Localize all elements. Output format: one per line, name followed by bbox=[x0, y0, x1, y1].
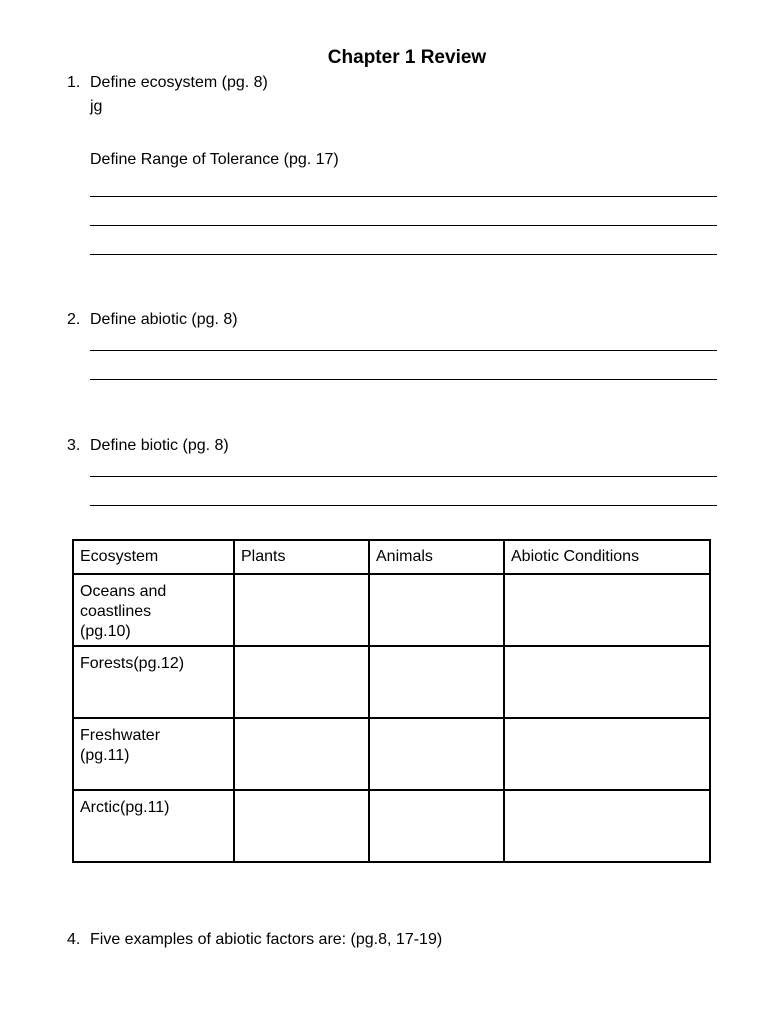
table-row bbox=[73, 718, 710, 790]
answer-cell[interactable] bbox=[504, 718, 710, 790]
answer-text: jg bbox=[90, 98, 103, 115]
answer-cell[interactable] bbox=[504, 646, 710, 718]
table-row bbox=[73, 574, 710, 646]
question-text: Define abiotic (pg. 8) bbox=[90, 311, 238, 328]
question-number: 3. bbox=[67, 437, 81, 454]
answer-cell[interactable] bbox=[369, 718, 504, 790]
table-row bbox=[73, 790, 710, 862]
answer-cell[interactable] bbox=[234, 790, 369, 862]
question-text: Define biotic (pg. 8) bbox=[90, 437, 229, 454]
answer-cell[interactable] bbox=[369, 574, 504, 646]
answer-line bbox=[90, 379, 717, 380]
answer-cell[interactable] bbox=[504, 790, 710, 862]
answer-line bbox=[90, 350, 717, 351]
answer-cell[interactable] bbox=[234, 646, 369, 718]
ecosystem-table bbox=[72, 539, 711, 863]
answer-line bbox=[90, 505, 717, 506]
question-subprompt: Define Range of Tolerance (pg. 17) bbox=[90, 151, 339, 168]
ecosystem-cell: Arctic(pg.11) bbox=[73, 790, 234, 862]
header-cell: Animals bbox=[369, 540, 504, 574]
answer-cell[interactable] bbox=[504, 574, 710, 646]
answer-cell[interactable] bbox=[234, 718, 369, 790]
question-number: 2. bbox=[67, 311, 81, 328]
question-number: 4. bbox=[67, 931, 81, 948]
answer-line bbox=[90, 476, 717, 477]
question-number: 1. bbox=[67, 74, 81, 91]
header-cell: Ecosystem bbox=[73, 540, 234, 574]
ecosystem-cell: Forests(pg.12) bbox=[73, 646, 234, 718]
answer-cell[interactable] bbox=[369, 646, 504, 718]
header-cell: Plants bbox=[234, 540, 369, 574]
header-cell: Abiotic Conditions bbox=[504, 540, 710, 574]
table-header-row bbox=[73, 540, 710, 574]
table-row bbox=[73, 646, 710, 718]
answer-line bbox=[90, 196, 717, 197]
ecosystem-cell: Freshwater (pg.11) bbox=[73, 718, 234, 790]
question-text: Five examples of abiotic factors are: (pg.8, 17-19) bbox=[90, 931, 443, 948]
ecosystem-cell: Oceans and coastlines (pg.10) bbox=[73, 574, 234, 646]
answer-cell[interactable] bbox=[234, 574, 369, 646]
answer-cell[interactable] bbox=[369, 790, 504, 862]
answer-line bbox=[90, 254, 717, 255]
answer-line bbox=[90, 225, 717, 226]
page-title: Chapter 1 Review bbox=[327, 47, 487, 68]
question-text: Define ecosystem (pg. 8) bbox=[90, 74, 268, 91]
